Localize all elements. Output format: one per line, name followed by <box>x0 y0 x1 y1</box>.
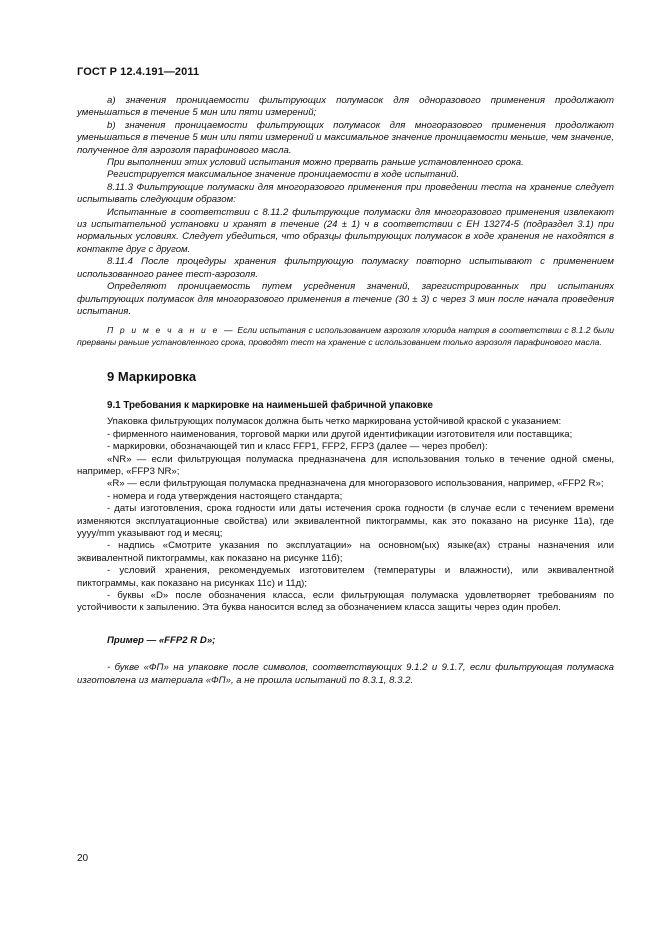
paragraph-item-b: b) значения проницаемости фильтрующих полумасок для многоразового применения продолжают уменьшаться в течение 5 мин или пяти измерений и максимальное значение проницаемости меньше, чем значение, полученное для аэрозоля парафинового масла. <box>77 119 614 156</box>
note-text: Если испытания с использованием аэрозоля хлорида натрия в соответствии с 8.1.2 были прерваны раньше установленного срока, проводят тест на хранение с использованием только аэрозоля парафинового масла. <box>77 325 614 347</box>
paragraph-8-11-4: 8.11.4 После процедуры хранения фильтрующую полумаску повторно испытывают с применением использованного ранее тест-аэрозоля. <box>77 256 614 280</box>
list-item-brand: - фирменного наименования, торговой марки или другой идентификации изготовителя или поставщика; <box>107 428 573 440</box>
paragraph-storage-procedure: Испытанные в соответствии с 8.11.2 фильтрующие полумаски для многоразового применения извлекают из испытательной установки и хранят в течение (24 ± 1) ч в соответствии с ЕН 13274-5 (подраздел 3.1) при нормальных условиях. Следует убедиться, что образцы фильтрующих полумасок в ходе хранения не находятся в контакте друг с другом. <box>77 206 614 255</box>
page-content <box>77 95 614 687</box>
list-item-instructions: - надпись «Смотрите указания по эксплуатации» на основном(ых) языке(ах) страны назначения или эквивалентной пиктограммы, как показано на рисунке 11б); <box>77 540 614 564</box>
paragraph-8-11-3: 8.11.3 Фильтрующие полумаски для многоразового применения при проведении теста на хранение следует испытывать следующим образом: <box>77 181 614 206</box>
subsection-heading-9-1: 9.1 Требования к маркировке на наименьшей фабричной упаковке <box>107 399 434 411</box>
note-label: П р и м е ч а н и е — <box>107 325 235 336</box>
list-item-storage-conditions: - условий хранения, рекомендуемых изготовителем (температуры и влажности), или эквивалентной пиктограммы, как показано на рисунках 11с) и 11д); <box>77 565 614 589</box>
paragraph-averaging: Определяют проницаемость путем усреднения значений, зарегистрированных при испытаниях фильтрующих полумасок для многоразового применения в течение (30 ± 3) с через 3 мин после начала проведения испытания. <box>77 281 614 317</box>
paragraph-item-a: а) значения проницаемости фильтрующих полумасок для одноразового применения продолжают уменьшаться в течение 5 мин или пяти измерений; <box>77 95 614 119</box>
list-item-dates: - даты изготовления, срока годности или даты истечения срока годности (в случае если с течением времени изменяются эксплуатационные свойства) или эквивалентной пиктограммы, как это показано на рисунке 11а), где уууу/mm указывают год и месяц; <box>77 503 614 539</box>
list-item-letter-d: - буквы «D» после обозначения класса, если фильтрующая полумаска удовлетворяет требованиям по устойчивости к запылению. Эта буква наносится вслед за обозначением класса защиты через один пробел. <box>77 590 614 614</box>
page-number: 20 <box>77 853 89 864</box>
document-header: ГОСТ Р 12.4.191—2011 <box>77 66 200 78</box>
paragraph-interrupt-condition: При выполнении этих условий испытания можно прервать раньше установленного срока. <box>107 157 524 169</box>
paragraph-marking-intro: Упаковка фильтрующих полумасок должна быть четко маркирована устойчивой краской с указанием: <box>107 416 562 428</box>
list-item-type-class: - маркировки, обозначающей тип и класс FFP1, FFP2, FFP3 (далее — через пробел): <box>107 441 488 453</box>
note-paragraph <box>77 325 614 348</box>
section-heading-9: 9 Маркировка <box>107 368 197 384</box>
list-item-fp: - букве «ФП» на упаковке после символов, соответствующих 9.1.2 и 9.1.7, если фильтрующая полумаска изготовлена из материала «ФП», а не прошла испытаний по 8.3.1, 8.3.2. <box>77 662 614 686</box>
list-item-standard-number: - номера и года утверждения настоящего стандарта; <box>107 490 343 502</box>
example-line: Пример — «FFP2 R D»; <box>107 634 216 646</box>
list-item-nr: «NR» — если фильтрующая полумаска предназначена для использования только в течение одной смены, например, «FFP3 NR»; <box>77 453 614 477</box>
paragraph-register-max: Регистрируется максимальное значение проницаемости в ходе испытаний. <box>107 169 459 181</box>
list-item-r: «R» — если фильтрующая полумаска предназначена для многоразового использования, например, «FFP2 R»; <box>107 478 604 490</box>
